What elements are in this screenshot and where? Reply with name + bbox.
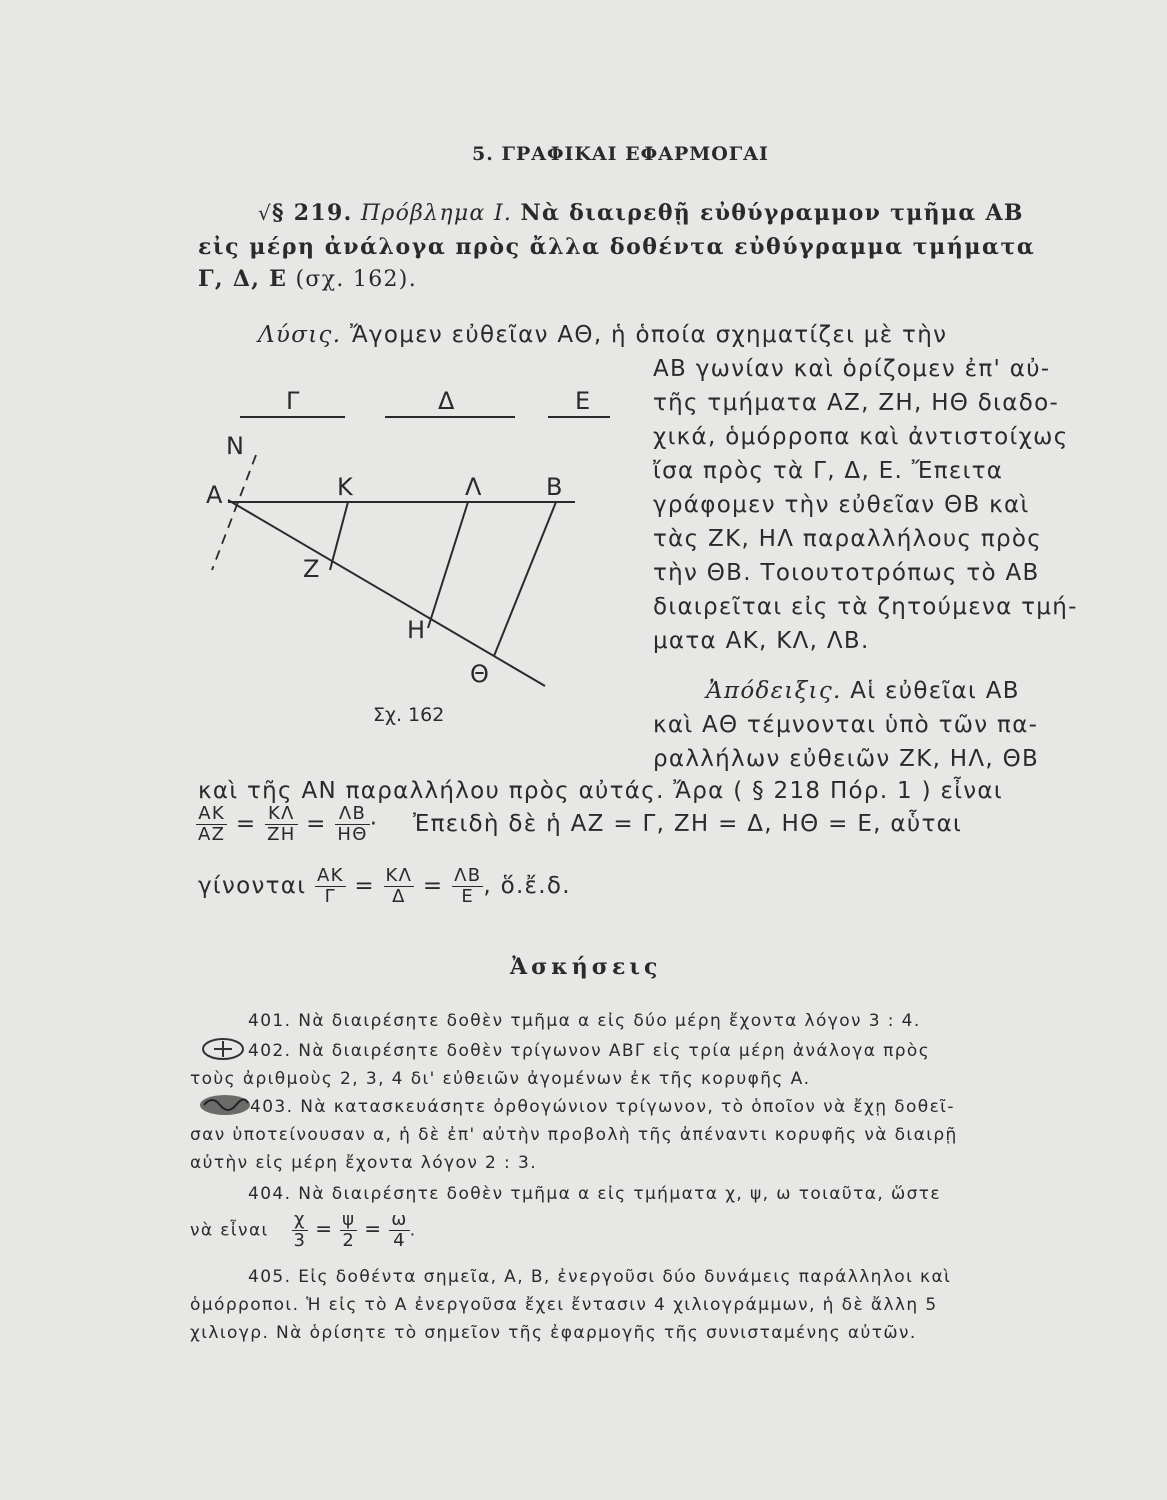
exercise-402-line-2: τοὺς ἀριθμοὺς 2, 3, 4 δι' εὐθειῶν ἀγομένων ἐκ τῆς κορυφῆς Α.: [190, 1069, 811, 1089]
fraction-omega-4: $\frac{\omega}{4}$: [391, 1209, 408, 1251]
solution-line-7: τὰς ΖΚ, ΗΛ παραλλήλους πρὸς: [653, 526, 1043, 552]
exercise-404-line-1: 404. Νὰ διαιρέσητε δοθὲν τμῆμα α εἰς τμήματα χ, ψ, ω τοιαῦτα, ὥστε: [248, 1184, 942, 1204]
problem-segments: Γ, Δ, Ε: [198, 266, 288, 292]
exercise-403-line-2: σαν ὑποτείνουσαν α, ἡ δὲ ἐπ' αὐτὴν προβολὴ τῆς ἀπέναντι κορυφῆς νὰ διαιρῇ: [190, 1125, 958, 1145]
equals-sign: =: [354, 873, 375, 899]
exercise-405-line-1: 405. Εἰς δοθέντα σημεῖα, Α, Β, ἐνεργοῦσι δύο δυνάμεις παράλληλοι καὶ: [248, 1267, 952, 1287]
proof-text-1: Αἱ εὐθεῖαι ΑΒ: [850, 678, 1020, 704]
solution-line-10: ματα ΑΚ, ΚΛ, ΛΒ.: [653, 628, 870, 654]
section-title: 5. ΓΡΑΦΙΚΑΙ ΕΦΑΡΜΟΓΑΙ: [472, 143, 769, 165]
line-A-theta: [228, 500, 545, 686]
solution-line-6: γράφομεν τὴν εὐθεῖαν ΘΒ καὶ: [653, 492, 1030, 518]
proof-label: Ἀπόδειξις.: [706, 678, 842, 704]
problem-line-2: εἰς μέρη ἀνάλογα πρὸς ἄλλα δοθέντα εὐθύγραμμα τμήματα: [198, 234, 1036, 260]
problem-line-3: [198, 266, 417, 292]
problem-number: § 219.: [272, 200, 353, 226]
exercise-403-line-3: αὐτὴν εἰς μέρη ἔχοντα λόγον 2 : 3.: [190, 1153, 537, 1173]
point-L: Λ: [465, 473, 482, 501]
point-Z: Ζ: [303, 555, 320, 583]
point-K: Κ: [337, 473, 353, 501]
proof-equalities-text: Ἐπειδὴ δὲ ἡ ΑΖ = Γ, ΖΗ = Δ, ΗΘ = Ε, αὗται: [412, 811, 963, 837]
exercise-402-line-1: 402. Νὰ διαιρέσητε δοθὲν τρίγωνον ΑΒΓ εἰς τρία μέρη ἀνάλογα πρὸς: [248, 1041, 931, 1061]
figure-162: [190, 380, 610, 710]
problem-text-1: Νὰ διαιρεθῇ εὐθύγραμμον τμῆμα ΑΒ: [520, 200, 1024, 226]
proof-line-1: [706, 678, 1020, 704]
segment-epsilon-label: Ε: [575, 387, 591, 415]
fraction-KL-Delta: $\frac{K\Lambda}{\Delta}$: [385, 865, 413, 907]
equals-sign: =: [422, 873, 444, 899]
solution-line-3: τῆς τμήματα ΑΖ, ΖΗ, ΗΘ διαδο-: [653, 390, 1060, 416]
equals-sign: =: [315, 1216, 334, 1241]
fraction-LB-Epsilon: $\frac{\Lambda B}{E}$: [454, 865, 482, 907]
equals-sign: =: [235, 811, 257, 837]
solution-line-8: τὴν ΘΒ. Τοιουτοτρόπως τὸ ΑΒ: [653, 560, 1040, 586]
solution-line-4: χικά, ὁμόρροπα καὶ ἀντιστοίχως: [653, 424, 1069, 450]
exercise-405-line-3: χιλιογρ. Νὰ ὁρίσητε τὸ σημεῖον τῆς ἐφαρμογῆς τῆς συνισταμένης αὐτῶν.: [190, 1323, 917, 1343]
exercise-401: 401. Νὰ διαιρέσητε δοθὲν τμῆμα α εἰς δύο μέρη ἔχοντα λόγον 3 : 4.: [248, 1011, 921, 1031]
segment-gamma-label: Γ: [286, 387, 300, 415]
handwritten-annotation-402: [200, 1036, 246, 1062]
line-KZ: [330, 502, 348, 570]
proof-line-2: καὶ ΑΘ τέμνονται ὑπὸ τῶν πα-: [653, 712, 1039, 738]
fraction-psi-2: $\frac{\psi}{2}$: [342, 1209, 356, 1251]
segment-delta-label: Δ: [438, 387, 455, 415]
handwritten-scribble-403: [198, 1093, 252, 1117]
proof-line-4: καὶ τῆς ΑΝ παραλλήλου πρὸς αὐτάς. Ἄρα ( § 218 Πόρ. 1 ) εἶναι: [198, 778, 1003, 804]
problem-label: Πρόβλημα Ι.: [360, 201, 513, 226]
proportion-equation-1: [196, 804, 962, 845]
line-LH: [428, 502, 468, 628]
check-mark: √: [258, 201, 273, 225]
figure-caption: Σχ. 162: [373, 704, 445, 726]
eq2-lead: γίνονται: [198, 873, 307, 899]
fraction-LB-Htheta: $\frac{\Lambda B}{H\Theta}$: [337, 803, 368, 845]
exercise-405-line-2: ὁμόρροποι. Ἡ εἰς τὸ Α ἐνεργοῦσα ἔχει ἔντασιν 4 χιλιογράμμων, ἡ δὲ ἄλλη 5: [190, 1295, 938, 1315]
problem-line-1: [258, 200, 1024, 226]
solution-line-5: ἴσα πρὸς τὰ Γ, Δ, Ε. Ἔπειτα: [653, 458, 1004, 484]
fraction-AK-AZ: $\frac{AK}{AZ}$: [198, 803, 226, 845]
point-theta: Θ: [470, 660, 489, 688]
raised-dot: ·: [369, 811, 379, 837]
solution-text-1: Ἄγομεν εὐθεῖαν ΑΘ, ἡ ὁποία σχηματίζει μὲ τὴν: [349, 322, 948, 348]
solution-label: Λύσις.: [258, 322, 342, 348]
solution-line-9: διαιρεῖται εἰς τὰ ζητούμενα τμή-: [653, 594, 1078, 620]
point-N: Ν: [226, 432, 244, 460]
fraction-AK-Gamma: $\frac{AK}{\Gamma}$: [316, 865, 344, 907]
solution-line-1: [258, 322, 947, 348]
proof-line-3: ραλλήλων εὐθειῶν ΖΚ, ΗΛ, ΘΒ: [653, 746, 1040, 772]
solution-line-2: ΑΒ γωνίαν καὶ ὁρίζομεν ἐπ' αὐ-: [653, 356, 1051, 382]
exercise-404-lead: νὰ εἶναι: [190, 1220, 269, 1241]
qed: , ὅ.ἔ.δ.: [483, 873, 571, 899]
point-H: Η: [407, 616, 426, 644]
point-B: Β: [546, 473, 563, 501]
fraction-KL-ZH: $\frac{K\Lambda}{ZH}$: [267, 803, 296, 845]
fraction-x-3: $\frac{\chi}{3}$: [293, 1209, 307, 1251]
equals-sign: =: [306, 811, 327, 837]
proportion-equation-2: [198, 866, 571, 907]
equals-sign: =: [364, 1216, 383, 1241]
exercise-403-line-1: 403. Νὰ κατασκευάσητε ὀρθογώνιον τρίγωνον, τὸ ὁποῖον νὰ ἔχῃ δοθεῖ-: [250, 1097, 955, 1117]
problem-figure-ref: (σχ. 162).: [295, 267, 417, 292]
exercises-heading: Ἀσκήσεις: [510, 954, 662, 980]
exercise-404-equation: [190, 1210, 417, 1251]
point-A: Α: [206, 481, 223, 509]
period: .: [409, 1220, 417, 1241]
line-B-theta: [494, 502, 556, 656]
